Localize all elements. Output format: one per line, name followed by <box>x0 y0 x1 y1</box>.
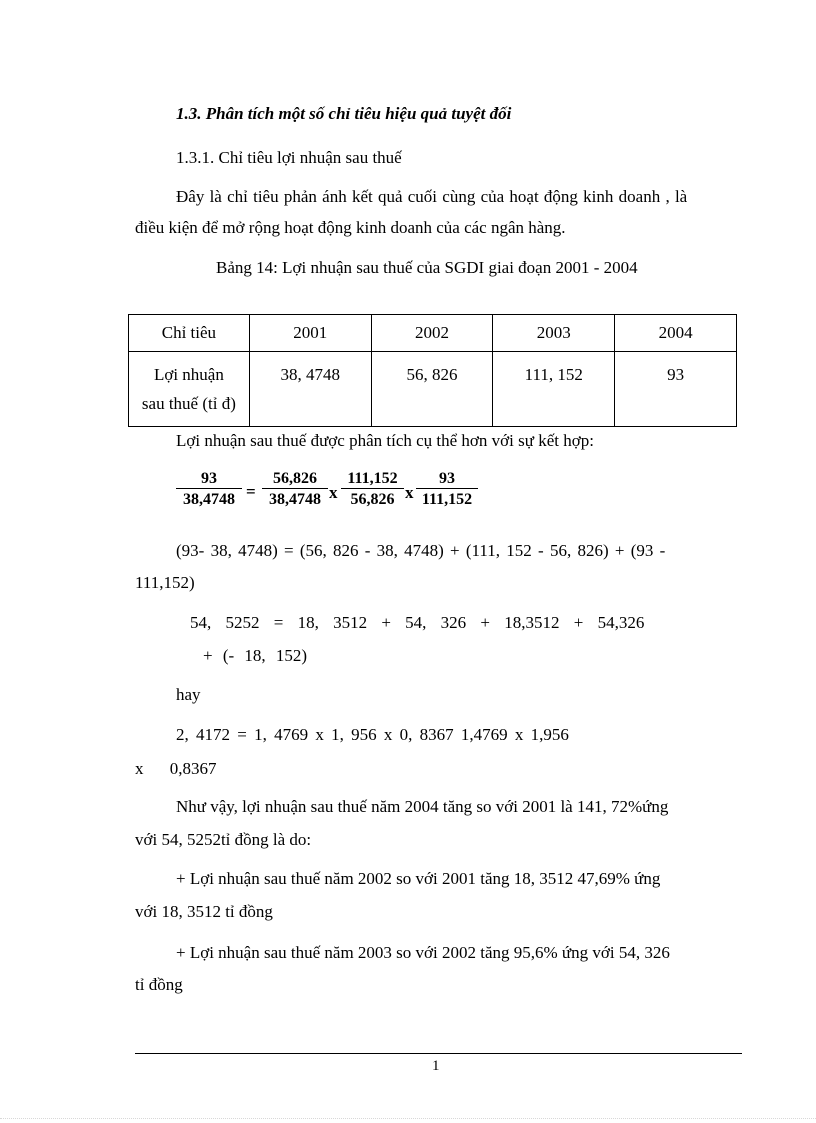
intro-line-1: Đây là chỉ tiêu phản ánh kết quả cuối cùng của hoạt động kinh doanh , là <box>176 187 688 206</box>
fraction-2004 <box>416 470 478 509</box>
fraction-denominator: 56,826 <box>350 491 395 508</box>
table-header-cell: 2002 <box>371 315 493 352</box>
footer-rule <box>135 1053 742 1054</box>
table-header-cell: 2003 <box>493 315 615 352</box>
subsection-heading: 1.3.1. Chỉ tiêu lợi nhuận sau thuế <box>176 148 402 167</box>
table-header-cell: 2004 <box>615 315 737 352</box>
fraction-numerator: 56,826 <box>262 470 328 489</box>
profit-table <box>128 314 737 427</box>
fraction-2002 <box>262 470 328 509</box>
sum-line-1: 54, 5252 = 18, 3512 + 54, 326 + 18,3512 + 54,326 <box>190 613 645 632</box>
times-sign: x <box>329 483 338 502</box>
fraction-numerator: 93 <box>176 470 242 489</box>
bullet-2-line-1: + Lợi nhuận sau thuế năm 2003 so với 2002 tăng 95,6% ứng với 54, 326 <box>176 943 670 962</box>
times-sign: x <box>405 483 414 502</box>
bullet-1-line-1: + Lợi nhuận sau thuế năm 2002 so với 2001 tăng 18, 3512 47,69% ứng <box>176 869 661 888</box>
conclusion-line-2: với 54, 5252tỉ đồng là do: <box>135 830 312 849</box>
table-header-cell: 2001 <box>249 315 371 352</box>
fraction-total <box>176 470 242 509</box>
fraction-2003 <box>341 470 404 509</box>
sum-line-2: + (- 18, 152) <box>203 646 308 665</box>
intro-line-2: điều kiện để mở rộng hoạt động kinh doanh của các ngân hàng. <box>135 218 566 237</box>
fraction-denominator: 111,152 <box>421 491 473 508</box>
difference-line-1: (93- 38, 4748) = (56, 826 - 38, 4748) + (111, 152 - 56, 826) + (93 - <box>176 541 666 560</box>
page-number: 1 <box>432 1058 440 1074</box>
table-cell: 38, 4748 <box>249 352 371 427</box>
table-row-label <box>129 352 250 427</box>
section-heading: 1.3. Phân tích một số chỉ tiêu hiệu quả tuyệt đối <box>176 104 512 123</box>
hay-text: hay <box>176 685 201 704</box>
fraction-denominator: 38,4748 <box>183 491 235 508</box>
table-row <box>129 352 737 427</box>
table-cell: 93 <box>615 352 737 427</box>
fraction-denominator: 38,4748 <box>269 491 321 508</box>
analysis-intro: Lợi nhuận sau thuế được phân tích cụ thể hơn với sự kết hợp: <box>176 431 594 450</box>
bullet-1-line-2: với 18, 3512 tỉ đồng <box>135 902 273 921</box>
difference-line-2: 111,152) <box>135 573 195 592</box>
table-header-cell: Chỉ tiêu <box>129 315 250 352</box>
table-header-row <box>129 315 737 352</box>
fraction-numerator: 111,152 <box>341 470 404 489</box>
table-cell: 111, 152 <box>493 352 615 427</box>
row-label-line-1: Lợi nhuận <box>153 365 224 384</box>
page-bottom-border <box>0 1118 816 1119</box>
row-label-line-2: sau thuế (tỉ đ) <box>141 394 236 413</box>
bullet-2-line-2: tỉ đồng <box>135 975 183 994</box>
table-caption: Bảng 14: Lợi nhuận sau thuế của SGDI giai đoạn 2001 - 2004 <box>216 258 638 277</box>
product-line-1: 2, 4172 = 1, 4769 x 1, 956 x 0, 8367 1,4769 x 1,956 <box>176 725 569 744</box>
product-line-2: x 0,8367 <box>135 759 217 778</box>
conclusion-line-1: Như vậy, lợi nhuận sau thuế năm 2004 tăng so với 2001 là 141, 72%ứng <box>176 797 669 816</box>
table-cell: 56, 826 <box>371 352 493 427</box>
equals-sign: = <box>246 482 256 501</box>
fraction-numerator: 93 <box>416 470 478 489</box>
